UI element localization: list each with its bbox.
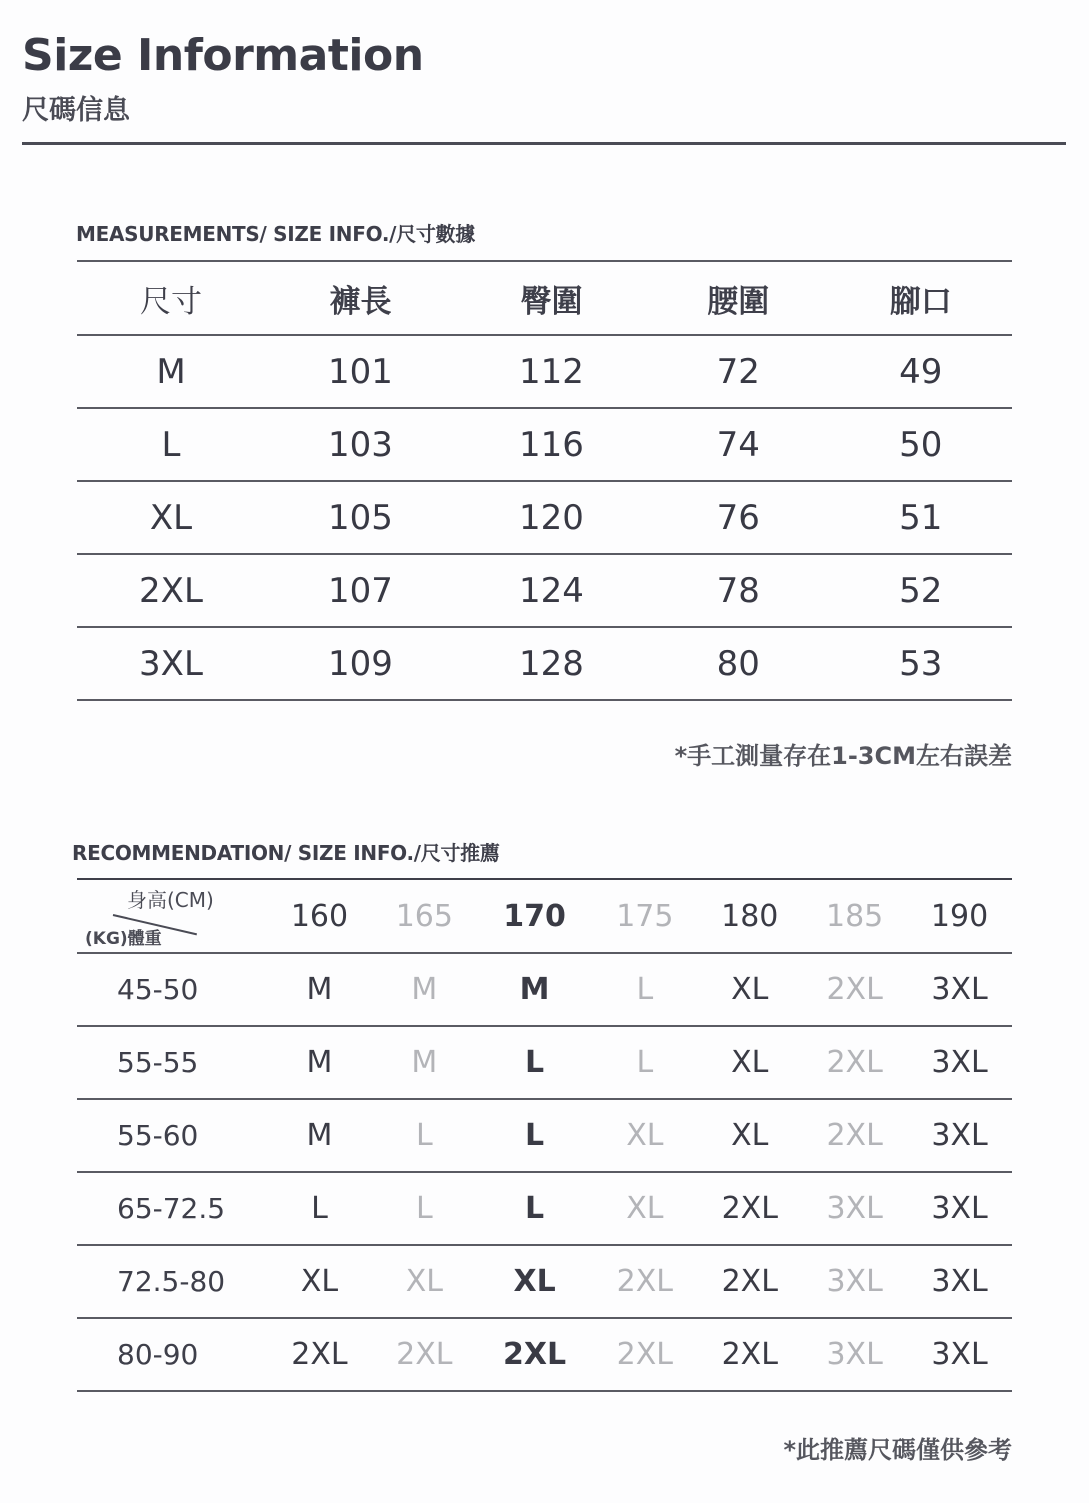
size-cell: 3XL [802,1245,907,1318]
hip-cell: 116 [456,408,647,481]
column-header-size: 尺寸 [77,261,265,335]
corner-header-cell [77,879,267,953]
table-row [77,1172,1012,1245]
weight-cell: 65-72.5 [77,1172,267,1245]
size-cell: 3XL [907,1318,1012,1391]
size-cell: 3XL [907,1245,1012,1318]
leg-opening-cell: 53 [829,627,1012,700]
weight-cell: 72.5-80 [77,1245,267,1318]
height-header-170: 170 [477,879,593,953]
page-title: Size Information [22,30,424,81]
pants-length-cell: 107 [265,554,456,627]
size-cell: XL [372,1245,477,1318]
table-row [77,627,1012,700]
size-cell: XL [697,1099,802,1172]
size-cell: M [267,1026,372,1099]
waist-cell: 76 [647,481,829,554]
size-cell: M [372,953,477,1026]
waist-cell: 72 [647,335,829,408]
pants-length-cell: 103 [265,408,456,481]
waist-cell: 78 [647,554,829,627]
recommendation-disclaimer-note: *此推薦尺碼僅供參考 [783,1436,1012,1464]
pants-length-cell: 105 [265,481,456,554]
size-cell: M [267,1099,372,1172]
size-cell: 2XL [372,1318,477,1391]
column-header-hip: 臀圍 [456,261,647,335]
hip-cell: 124 [456,554,647,627]
size-cell: 3XL [907,1172,1012,1245]
pants-length-cell: 109 [265,627,456,700]
hip-cell: 128 [456,627,647,700]
size-cell: L [372,1099,477,1172]
table-row [77,481,1012,554]
size-cell: 2XL [802,953,907,1026]
table-row [77,1026,1012,1099]
waist-cell: 74 [647,408,829,481]
table-row [77,408,1012,481]
size-cell: 2XL [697,1318,802,1391]
measurements-table [77,260,1012,701]
leg-opening-cell: 52 [829,554,1012,627]
column-header-waist: 腰圍 [647,261,829,335]
size-cell: 2XL [697,1245,802,1318]
height-header-165: 165 [372,879,477,953]
size-cell: L [592,1026,697,1099]
size-cell: XL [477,1245,593,1318]
waist-cell: 80 [647,627,829,700]
size-cell: XL [592,1099,697,1172]
height-header-185: 185 [802,879,907,953]
size-cell: XL [592,1172,697,1245]
height-header-175: 175 [592,879,697,953]
size-cell: 3XL [77,627,265,700]
measurements-section-label: MEASUREMENTS/ SIZE INFO./尺寸數據 [76,222,475,246]
size-cell: XL [697,1026,802,1099]
height-axis-label: 身高(CM) [127,888,214,912]
size-cell: L [477,1172,593,1245]
size-cell: 2XL [477,1318,593,1391]
recommendation-table [77,878,1012,1392]
height-header-160: 160 [267,879,372,953]
size-cell: 2XL [802,1026,907,1099]
size-cell: XL [77,481,265,554]
size-cell: L [372,1172,477,1245]
table-row [77,1318,1012,1391]
hip-cell: 120 [456,481,647,554]
size-cell: 2XL [592,1245,697,1318]
table-row [77,335,1012,408]
hip-cell: 112 [456,335,647,408]
size-cell: 2XL [697,1172,802,1245]
size-cell: M [477,953,593,1026]
weight-cell: 80-90 [77,1318,267,1391]
size-cell: 3XL [907,1099,1012,1172]
column-header-leg-opening: 腳口 [829,261,1012,335]
recommendation-section-label: RECOMMENDATION/ SIZE INFO./尺寸推薦 [72,841,500,865]
size-cell: L [477,1099,593,1172]
leg-opening-cell: 51 [829,481,1012,554]
size-cell: 3XL [907,953,1012,1026]
measurement-error-note: *手工測量存在1-3CM左右誤差 [674,742,1012,770]
table-row [77,953,1012,1026]
size-cell: L [267,1172,372,1245]
table-row [77,554,1012,627]
size-cell: 3XL [907,1026,1012,1099]
size-cell: XL [267,1245,372,1318]
corner-header [77,880,267,952]
leg-opening-cell: 50 [829,408,1012,481]
height-header-180: 180 [697,879,802,953]
size-cell: 2XL [77,554,265,627]
weight-cell: 45-50 [77,953,267,1026]
height-header-190: 190 [907,879,1012,953]
pants-length-cell: 101 [265,335,456,408]
measurements-header-row [77,261,1012,335]
size-cell: 3XL [802,1318,907,1391]
size-cell: M [77,335,265,408]
column-header-pants-length: 褲長 [265,261,456,335]
weight-axis-label: (KG)體重 [85,929,162,949]
size-cell: L [477,1026,593,1099]
size-cell: M [267,953,372,1026]
leg-opening-cell: 49 [829,335,1012,408]
recommendation-header-row [77,879,1012,953]
size-cell: XL [697,953,802,1026]
size-cell: L [592,953,697,1026]
table-row [77,1099,1012,1172]
table-row [77,1245,1012,1318]
page-subtitle: 尺碼信息 [22,95,130,126]
size-cell: 2XL [267,1318,372,1391]
weight-cell: 55-55 [77,1026,267,1099]
size-cell: 2XL [592,1318,697,1391]
size-cell: 2XL [802,1099,907,1172]
size-cell: 3XL [802,1172,907,1245]
header-divider [22,142,1066,145]
weight-cell: 55-60 [77,1099,267,1172]
size-cell: L [77,408,265,481]
size-cell: M [372,1026,477,1099]
